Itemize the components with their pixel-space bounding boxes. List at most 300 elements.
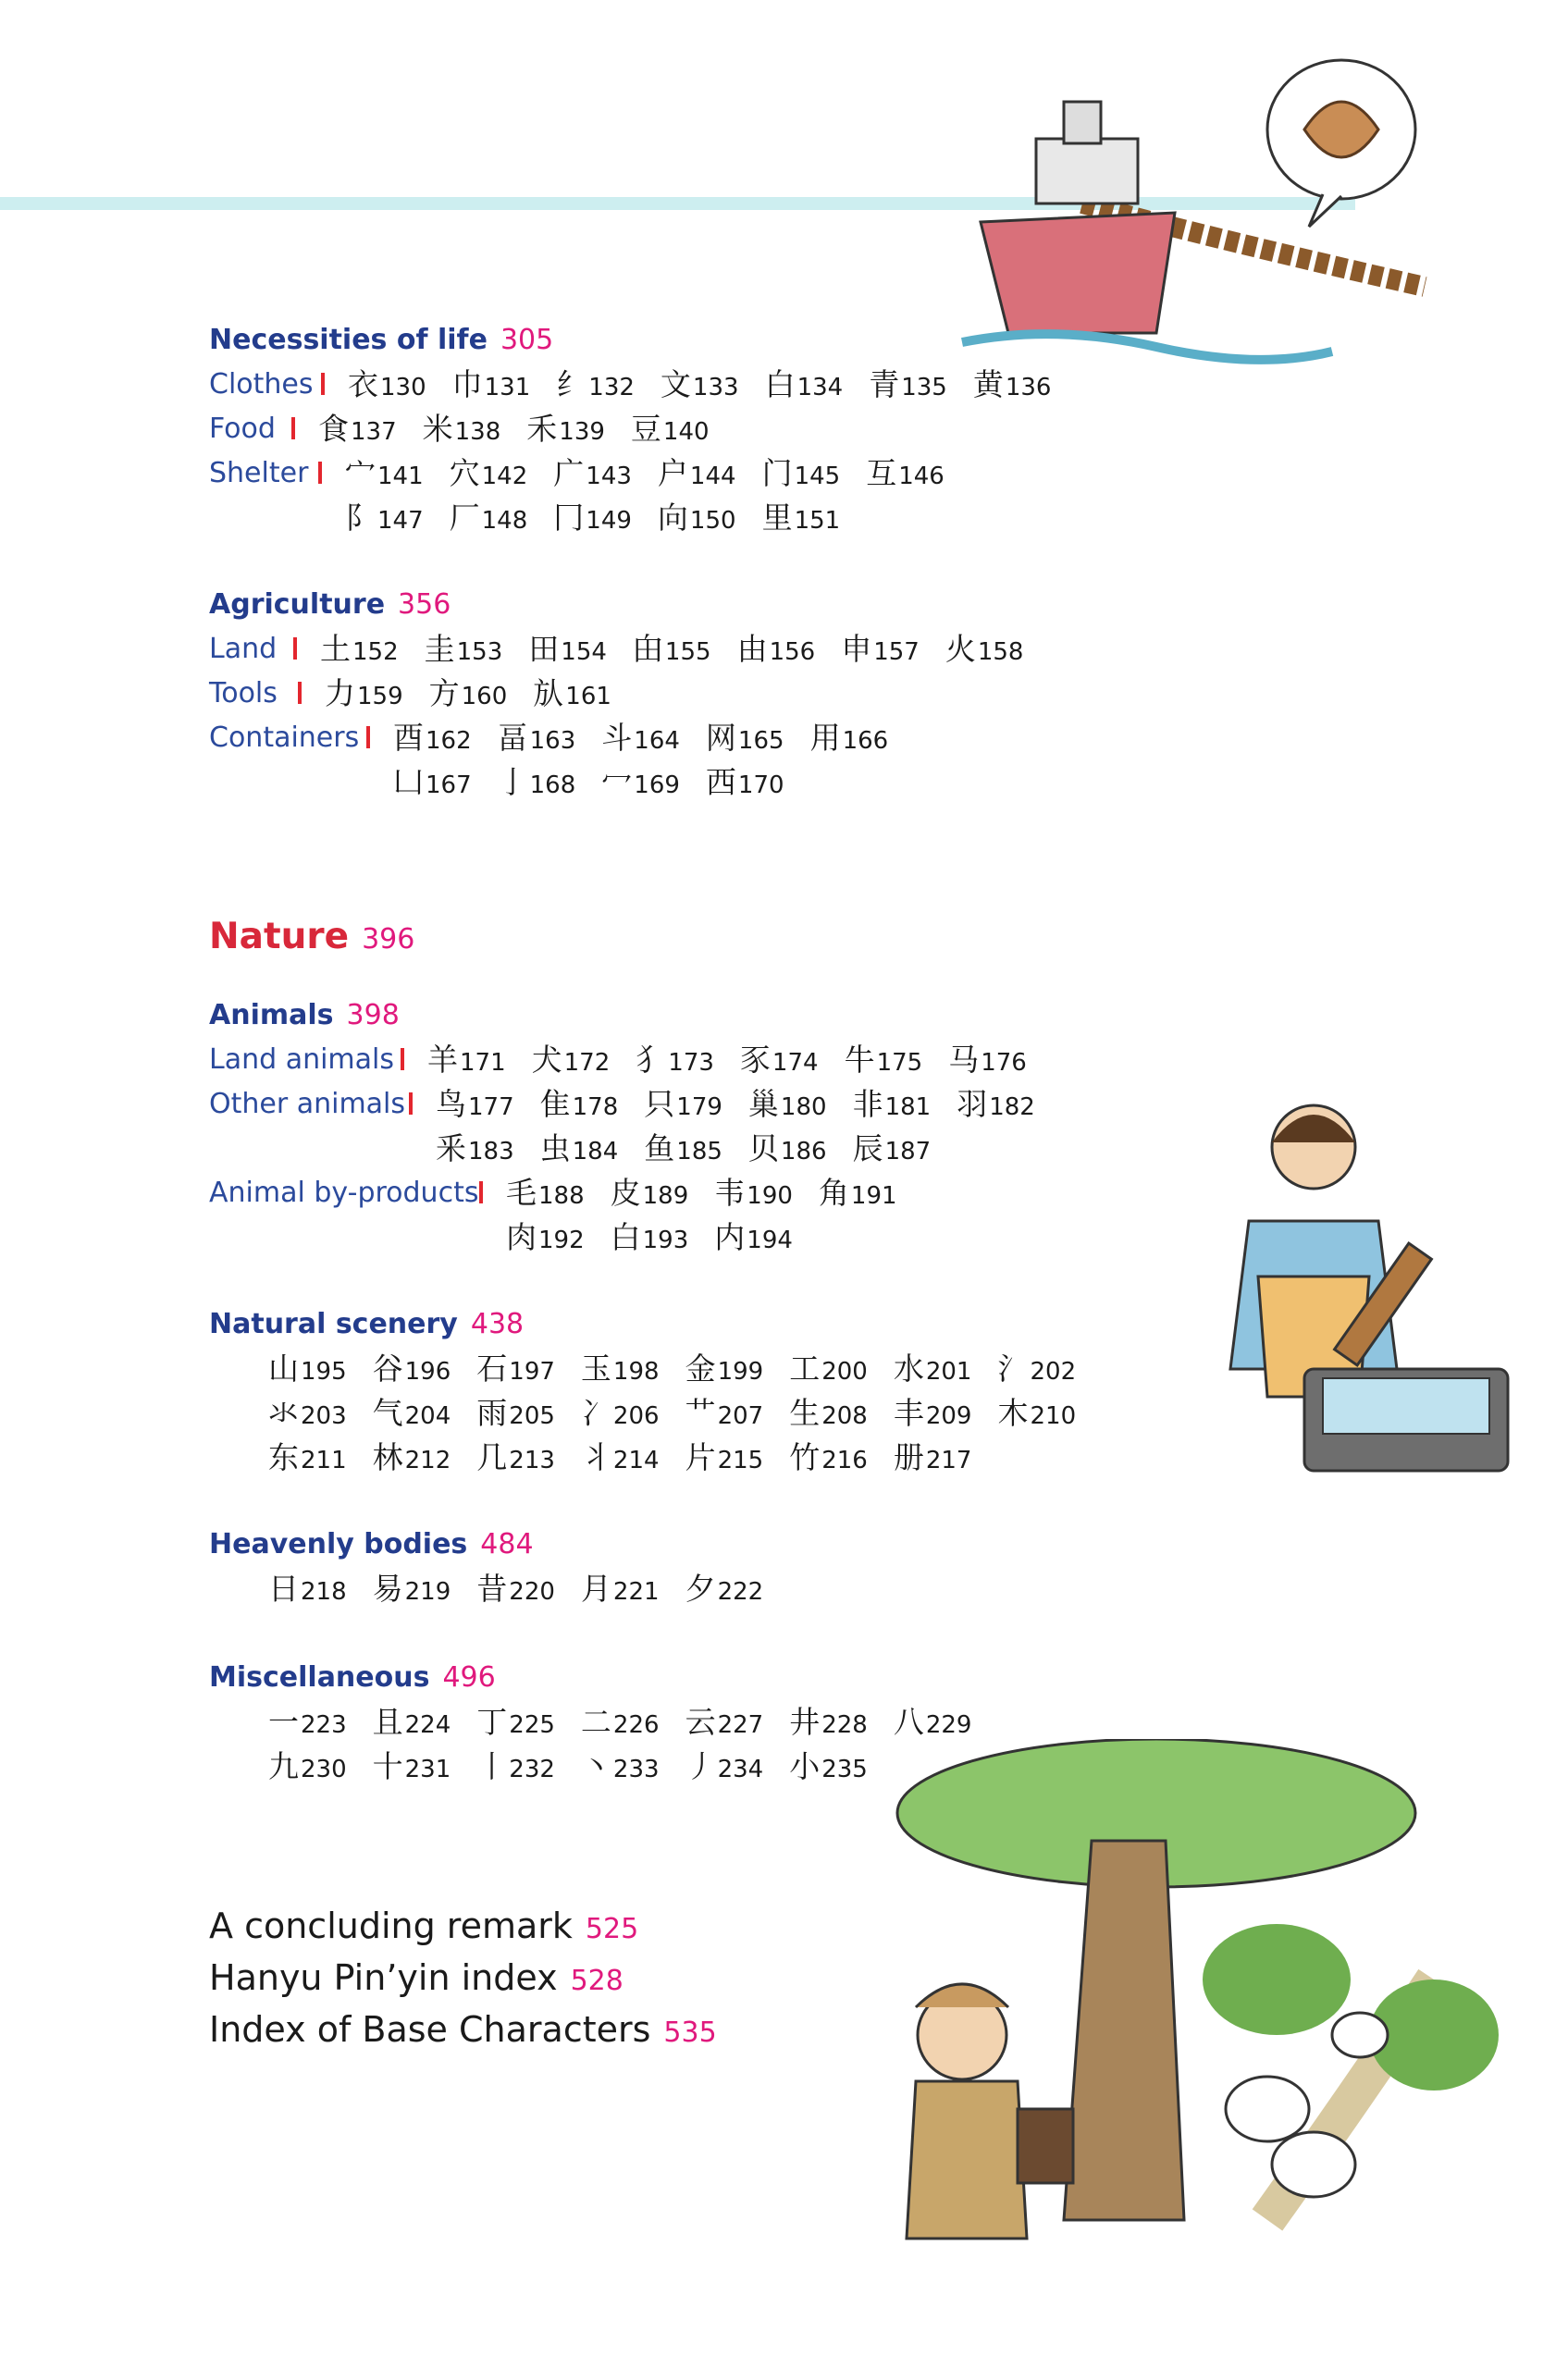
char-entry[interactable] xyxy=(658,451,736,501)
char-page-number: 211 xyxy=(301,1447,347,1474)
char-glyph: 井 xyxy=(789,1704,821,1740)
char-glyph: 皮 xyxy=(610,1175,641,1211)
char-entry[interactable] xyxy=(553,451,632,501)
char-glyph: 青 xyxy=(869,366,900,402)
category-row-containers xyxy=(209,716,889,760)
char-glyph: 片 xyxy=(685,1439,716,1475)
char-glyph: 丰 xyxy=(893,1395,924,1431)
category-divider-bar xyxy=(401,1048,404,1070)
char-entry[interactable] xyxy=(762,451,841,501)
char-entry[interactable] xyxy=(268,1391,347,1441)
char-glyph: 丬 xyxy=(580,1439,611,1475)
char-entry[interactable] xyxy=(476,1436,555,1486)
char-list xyxy=(268,1391,1102,1441)
heading-title: Miscellaneous xyxy=(209,1661,430,1694)
char-page-number: 228 xyxy=(821,1711,868,1739)
char-entry[interactable] xyxy=(762,496,841,546)
char-glyph: 衣 xyxy=(348,366,378,402)
index-entry-pinyin[interactable] xyxy=(209,1952,623,2007)
index-page: 525 xyxy=(585,1913,639,1945)
heading-page[interactable]: 398 xyxy=(346,999,400,1031)
char-page-number: 197 xyxy=(509,1358,555,1386)
char-entry[interactable] xyxy=(636,1038,714,1088)
char-glyph: 八 xyxy=(893,1704,924,1740)
char-glyph: 云 xyxy=(685,1704,716,1740)
char-glyph: 向 xyxy=(657,500,688,536)
char-page-number: 206 xyxy=(612,1402,660,1430)
char-page-number: 209 xyxy=(925,1402,972,1430)
char-list xyxy=(427,1038,1053,1088)
char-glyph: 工 xyxy=(789,1350,821,1387)
char-glyph: 田 xyxy=(528,631,560,667)
char-page-number: 143 xyxy=(586,462,632,490)
char-glyph: 豕 xyxy=(739,1042,771,1078)
char-page-number: 165 xyxy=(737,727,784,755)
char-page-number: 130 xyxy=(380,374,426,401)
char-page-number: 154 xyxy=(561,638,607,666)
char-entry[interactable] xyxy=(869,363,947,413)
index-label: A concluding remark xyxy=(209,1906,573,1946)
char-glyph: 用 xyxy=(809,720,841,756)
char-entry[interactable] xyxy=(476,1391,555,1441)
char-entry[interactable] xyxy=(948,1038,1027,1088)
char-page-number: 188 xyxy=(538,1182,585,1210)
char-page-number: 159 xyxy=(357,683,403,710)
heading-page[interactable]: 496 xyxy=(442,1661,496,1694)
char-page-number: 158 xyxy=(977,638,1024,666)
char-glyph: 鱼 xyxy=(644,1130,675,1166)
char-entry[interactable] xyxy=(506,1215,585,1265)
woman-working-illustration xyxy=(1175,1092,1526,1489)
char-glyph: 白 xyxy=(764,366,796,402)
char-page-number: 234 xyxy=(717,1756,764,1783)
char-page-number: 213 xyxy=(509,1447,555,1474)
char-entry[interactable] xyxy=(423,407,501,457)
char-glyph: 一 xyxy=(268,1704,299,1740)
char-page-number: 218 xyxy=(301,1578,347,1606)
char-entry[interactable] xyxy=(373,1745,451,1794)
char-page-number: 193 xyxy=(642,1227,689,1254)
char-page-number: 219 xyxy=(404,1578,451,1606)
category-divider-bar xyxy=(366,726,370,748)
char-glyph: 食 xyxy=(318,411,349,447)
char-entry[interactable] xyxy=(425,627,503,677)
char-list xyxy=(320,627,1049,677)
char-page-number: 137 xyxy=(351,418,397,446)
char-page-number: 172 xyxy=(563,1049,611,1077)
char-entry[interactable] xyxy=(737,627,816,677)
char-page-number: 135 xyxy=(901,374,947,401)
char-glyph: 小 xyxy=(789,1748,821,1784)
char-page-number: 205 xyxy=(509,1402,555,1430)
char-list xyxy=(325,672,637,722)
char-entry[interactable] xyxy=(393,716,472,766)
char-page-number: 166 xyxy=(842,727,889,755)
char-entry[interactable] xyxy=(714,1171,793,1221)
char-glyph: 广 xyxy=(553,455,585,491)
char-row xyxy=(209,1567,764,1611)
char-entry[interactable] xyxy=(685,1391,764,1441)
section-heavenly-bodies xyxy=(209,1523,764,1611)
char-page-number: 230 xyxy=(301,1756,347,1783)
char-page-number: 220 xyxy=(509,1578,555,1606)
char-glyph: 羽 xyxy=(957,1086,988,1122)
char-glyph: 隹 xyxy=(539,1086,571,1122)
char-entry[interactable] xyxy=(581,1567,660,1617)
heading-page[interactable]: 484 xyxy=(480,1528,534,1560)
heading-page[interactable]: 396 xyxy=(362,923,415,956)
char-entry[interactable] xyxy=(819,1171,897,1221)
char-page-number: 194 xyxy=(747,1227,793,1254)
category-row-byproducts xyxy=(209,1171,897,1215)
char-glyph: 鸟 xyxy=(436,1086,466,1122)
char-glyph: 毛 xyxy=(506,1175,537,1211)
char-entry[interactable] xyxy=(436,1127,514,1177)
char-entry[interactable] xyxy=(894,1391,972,1441)
char-page-number: 232 xyxy=(509,1756,555,1783)
char-glyph: 肉 xyxy=(506,1219,537,1255)
char-glyph: 冖 xyxy=(601,764,633,800)
category-divider-bar xyxy=(318,462,322,484)
char-entry[interactable] xyxy=(528,627,607,677)
section-animals xyxy=(209,993,1035,1260)
char-page-number: 190 xyxy=(747,1182,793,1210)
char-page-number: 161 xyxy=(565,683,611,710)
char-entry[interactable] xyxy=(373,1436,451,1486)
char-entry[interactable] xyxy=(957,1082,1035,1132)
heading-title: Nature xyxy=(209,916,350,957)
char-entry[interactable] xyxy=(789,1391,868,1441)
char-entry[interactable] xyxy=(581,1436,660,1486)
char-entry[interactable] xyxy=(581,1745,660,1794)
category-label: Other animals xyxy=(209,1088,406,1120)
char-entry[interactable] xyxy=(436,1082,514,1132)
char-entry[interactable] xyxy=(476,1567,555,1617)
char-entry[interactable] xyxy=(268,1567,347,1617)
char-entry[interactable] xyxy=(945,627,1024,677)
char-page-number: 131 xyxy=(484,374,531,401)
char-glyph: 冂 xyxy=(553,500,585,536)
char-entry[interactable] xyxy=(268,1347,347,1397)
char-entry[interactable] xyxy=(452,363,531,413)
char-entry[interactable] xyxy=(789,1700,868,1750)
char-entry[interactable] xyxy=(540,1082,619,1132)
char-entry[interactable] xyxy=(866,451,945,501)
char-entry[interactable] xyxy=(268,1745,347,1794)
char-entry[interactable] xyxy=(789,1347,868,1397)
char-glyph: 豆 xyxy=(630,411,661,447)
char-entry[interactable] xyxy=(348,363,426,413)
char-entry[interactable] xyxy=(476,1347,555,1397)
char-page-number: 216 xyxy=(821,1447,868,1474)
char-page-number: 225 xyxy=(509,1711,555,1739)
char-glyph: 月 xyxy=(580,1571,611,1607)
char-glyph: 丿 xyxy=(685,1748,716,1784)
char-entry[interactable] xyxy=(973,363,1052,413)
char-entry[interactable] xyxy=(685,1700,764,1750)
char-entry[interactable] xyxy=(581,1347,660,1397)
char-entry[interactable] xyxy=(714,1215,793,1265)
char-glyph: 羊 xyxy=(427,1042,458,1078)
char-entry[interactable] xyxy=(685,1567,764,1617)
char-glyph: 夕 xyxy=(685,1571,716,1607)
archer-tree-sheep-illustration xyxy=(879,1739,1499,2257)
category-row-land xyxy=(209,627,1024,672)
char-page-number: 171 xyxy=(460,1049,506,1077)
index-entry-concluding[interactable] xyxy=(209,1900,638,1955)
char-glyph: 冫 xyxy=(580,1395,611,1431)
char-page-number: 215 xyxy=(717,1447,764,1474)
char-glyph: 巾 xyxy=(451,366,483,402)
char-entry[interactable] xyxy=(611,1215,689,1265)
index-label: Hanyu Pin’yin index xyxy=(209,1957,558,1998)
char-glyph: 丁 xyxy=(476,1704,508,1740)
char-entry[interactable] xyxy=(706,716,784,766)
char-glyph: 土 xyxy=(320,631,351,667)
category-divider-bar xyxy=(291,417,295,439)
char-page-number: 198 xyxy=(612,1358,660,1386)
section-heading xyxy=(209,318,553,363)
char-entry[interactable] xyxy=(476,1700,555,1750)
char-list xyxy=(268,1436,997,1486)
char-page-number: 195 xyxy=(301,1358,347,1386)
char-entry[interactable] xyxy=(633,627,711,677)
char-page-number: 191 xyxy=(850,1182,897,1210)
char-entry[interactable] xyxy=(581,1700,660,1750)
char-glyph: 竹 xyxy=(789,1439,821,1475)
char-entry[interactable] xyxy=(320,627,399,677)
char-row xyxy=(209,1391,1077,1436)
char-entry[interactable] xyxy=(810,716,889,766)
char-entry[interactable] xyxy=(685,1347,764,1397)
char-page-number: 202 xyxy=(1030,1358,1077,1386)
char-entry[interactable] xyxy=(765,363,844,413)
char-entry[interactable] xyxy=(450,451,528,501)
char-page-number: 212 xyxy=(404,1447,451,1474)
char-entry[interactable] xyxy=(789,1436,868,1486)
char-entry[interactable] xyxy=(894,1347,972,1397)
char-page-number: 149 xyxy=(586,507,632,535)
char-entry[interactable] xyxy=(325,672,403,722)
char-entry[interactable] xyxy=(345,451,424,501)
char-page-number: 196 xyxy=(404,1358,451,1386)
char-entry[interactable] xyxy=(476,1745,555,1794)
char-entry[interactable] xyxy=(748,1082,827,1132)
char-page-number: 235 xyxy=(821,1756,868,1783)
char-entry[interactable] xyxy=(997,1391,1076,1441)
char-entry[interactable] xyxy=(556,363,635,413)
char-entry[interactable] xyxy=(789,1745,868,1794)
category-label: Containers xyxy=(209,722,360,754)
section-heading xyxy=(209,1656,496,1700)
char-glyph: 石 xyxy=(476,1350,508,1387)
char-glyph: 非 xyxy=(852,1086,883,1122)
char-glyph: 圭 xyxy=(424,631,455,667)
char-page-number: 185 xyxy=(676,1138,722,1166)
category-label: Food xyxy=(209,413,276,445)
category-row-clothes xyxy=(209,363,1052,407)
char-entry[interactable] xyxy=(533,672,611,722)
category-label: Shelter xyxy=(209,457,309,489)
category-label: Animal by-products xyxy=(209,1177,479,1209)
char-glyph: 文 xyxy=(660,366,691,402)
char-page-number: 221 xyxy=(612,1578,660,1606)
char-entry[interactable] xyxy=(740,1038,819,1088)
heading-page[interactable]: 305 xyxy=(500,324,554,356)
char-glyph: 犬 xyxy=(531,1042,562,1078)
char-list xyxy=(345,496,866,546)
char-page-number: 231 xyxy=(404,1756,451,1783)
char-page-number: 155 xyxy=(664,638,711,666)
char-glyph: 林 xyxy=(372,1439,403,1475)
char-entry[interactable] xyxy=(853,1127,932,1177)
char-glyph: 巢 xyxy=(747,1086,779,1122)
char-entry[interactable] xyxy=(845,1038,923,1088)
char-page-number: 217 xyxy=(925,1447,972,1474)
char-entry[interactable] xyxy=(393,760,472,810)
char-glyph: 牛 xyxy=(844,1042,875,1078)
char-entry[interactable] xyxy=(644,1082,722,1132)
char-page-number: 168 xyxy=(529,771,576,799)
char-glyph: 日 xyxy=(268,1571,299,1607)
heading-page[interactable]: 438 xyxy=(470,1308,525,1340)
char-entry[interactable] xyxy=(997,1347,1076,1397)
char-page-number: 145 xyxy=(794,462,841,490)
char-glyph: 甶 xyxy=(632,631,663,667)
char-glyph: 凵 xyxy=(393,764,424,800)
char-glyph: 里 xyxy=(761,500,793,536)
category-row-shelter-cont xyxy=(209,496,841,540)
char-page-number: 162 xyxy=(426,727,472,755)
char-entry[interactable] xyxy=(506,1171,585,1221)
char-glyph: 阝 xyxy=(345,500,376,536)
char-glyph: 几 xyxy=(476,1439,508,1475)
char-glyph: 互 xyxy=(866,455,897,491)
char-entry[interactable] xyxy=(373,1347,451,1397)
category-row-other-animals-cont xyxy=(209,1127,932,1171)
char-page-number: 203 xyxy=(301,1402,347,1430)
char-glyph: 玉 xyxy=(580,1350,611,1387)
char-entry[interactable] xyxy=(644,1127,722,1177)
char-glyph: 只 xyxy=(644,1086,675,1122)
char-page-number: 140 xyxy=(662,418,710,446)
char-entry[interactable] xyxy=(318,407,397,457)
char-page-number: 210 xyxy=(1030,1402,1077,1430)
char-entry[interactable] xyxy=(373,1391,451,1441)
char-entry[interactable] xyxy=(611,1171,689,1221)
char-glyph: 户 xyxy=(657,455,688,491)
char-entry[interactable] xyxy=(685,1745,764,1794)
char-glyph: 禾 xyxy=(526,411,558,447)
char-page-number: 184 xyxy=(572,1138,619,1166)
char-page-number: 169 xyxy=(634,771,680,799)
char-page-number: 199 xyxy=(717,1358,764,1386)
char-entry[interactable] xyxy=(685,1436,764,1486)
char-page-number: 224 xyxy=(404,1711,451,1739)
char-glyph: 艹 xyxy=(685,1395,716,1431)
heading-title: Natural scenery xyxy=(209,1308,458,1340)
char-glyph: 釆 xyxy=(436,1130,466,1166)
char-page-number: 136 xyxy=(1005,374,1052,401)
char-list xyxy=(436,1127,957,1177)
char-entry[interactable] xyxy=(661,363,739,413)
nature-heading xyxy=(209,914,414,963)
char-glyph: 斗 xyxy=(601,720,633,756)
char-page-number: 233 xyxy=(612,1756,660,1783)
char-entry[interactable] xyxy=(581,1391,660,1441)
char-entry[interactable] xyxy=(601,760,680,810)
char-entry[interactable] xyxy=(498,716,576,766)
char-page-number: 157 xyxy=(873,638,920,666)
char-page-number: 150 xyxy=(689,507,736,535)
char-entry[interactable] xyxy=(853,1082,932,1132)
char-glyph: 纟 xyxy=(556,366,587,402)
char-entry[interactable] xyxy=(553,496,632,546)
char-entry[interactable] xyxy=(540,1127,619,1177)
char-page-number: 207 xyxy=(717,1402,764,1430)
char-entry[interactable] xyxy=(373,1700,451,1750)
char-glyph: 生 xyxy=(789,1395,821,1431)
index-entry-base-characters[interactable] xyxy=(209,2004,717,2059)
char-page-number: 148 xyxy=(481,507,528,535)
char-entry[interactable] xyxy=(841,627,920,677)
char-entry[interactable] xyxy=(526,407,605,457)
section-heading xyxy=(209,1523,534,1567)
char-entry[interactable] xyxy=(268,1436,347,1486)
heading-page[interactable]: 356 xyxy=(398,588,451,621)
char-entry[interactable] xyxy=(268,1700,347,1750)
char-page-number: 189 xyxy=(642,1182,689,1210)
heading-title: Animals xyxy=(209,999,334,1031)
char-page-number: 226 xyxy=(612,1711,660,1739)
char-entry[interactable] xyxy=(601,716,680,766)
char-entry[interactable] xyxy=(658,496,736,546)
char-entry[interactable] xyxy=(706,760,784,810)
char-entry[interactable] xyxy=(450,496,528,546)
char-entry[interactable] xyxy=(631,407,710,457)
char-glyph: 易 xyxy=(372,1571,403,1607)
char-page-number: 144 xyxy=(689,462,736,490)
char-page-number: 201 xyxy=(925,1358,972,1386)
char-entry[interactable] xyxy=(532,1038,611,1088)
char-glyph: 西 xyxy=(705,764,736,800)
char-page-number: 223 xyxy=(301,1711,347,1739)
char-page-number: 160 xyxy=(461,683,508,710)
char-list xyxy=(393,760,810,810)
char-glyph: 宀 xyxy=(345,455,376,491)
char-glyph: 谷 xyxy=(372,1350,403,1387)
char-page-number: 186 xyxy=(780,1138,827,1166)
char-entry[interactable] xyxy=(894,1436,972,1486)
char-entry[interactable] xyxy=(427,1038,506,1088)
char-list xyxy=(393,716,914,766)
char-glyph: 穴 xyxy=(449,455,480,491)
char-page-number: 177 xyxy=(468,1093,514,1121)
char-glyph: 虫 xyxy=(539,1130,571,1166)
char-entry[interactable] xyxy=(345,496,424,546)
char-list xyxy=(348,363,1077,413)
char-entry[interactable] xyxy=(498,760,576,810)
char-glyph: 十 xyxy=(372,1748,403,1784)
char-glyph: 由 xyxy=(736,631,768,667)
char-glyph: 马 xyxy=(948,1042,980,1078)
char-entry[interactable] xyxy=(429,672,508,722)
char-entry[interactable] xyxy=(373,1567,451,1617)
char-entry[interactable] xyxy=(748,1127,827,1177)
char-page-number: 227 xyxy=(717,1711,764,1739)
char-page-number: 176 xyxy=(981,1049,1027,1077)
char-glyph: 氵 xyxy=(997,1350,1029,1387)
